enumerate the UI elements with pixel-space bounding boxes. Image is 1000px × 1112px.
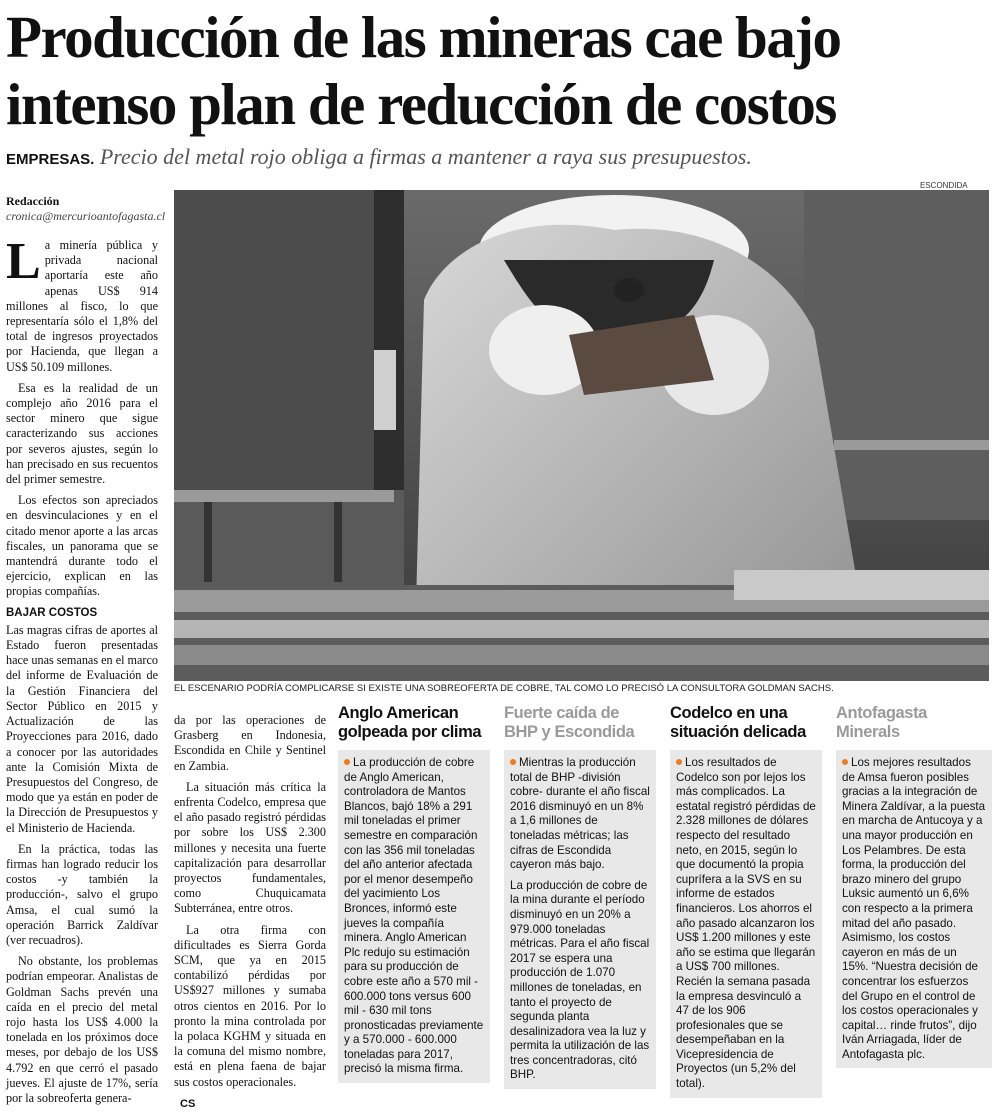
bullet-icon	[676, 759, 682, 765]
photo-illustration	[174, 190, 989, 681]
author-email: cronica@mercurioantofagasta.cl	[6, 209, 166, 223]
paragraph: La minería pública y privada nacional aportaría este año apenas US$ 914 millones al fisco, lo que representaría sólo el 1,8% del total de ingresos proyectados por Hacienda, que llegan a US$ 50.109 millones.	[6, 233, 158, 374]
sidebar-text: La producción de cobre de Anglo American, controladora de Mantos Blancos, bajó 18% a 291 mil toneladas el primer semestre en comparación con las 356 mil toneladas del año anterior afectada por el menor desempeño del yacimiento Los Bronces, informó este jueves la compañía minera. Anglo American Plc redujo su estimación para su producción de cobre este año a 570 mil - 600.000 tons versus 600 mil - 630 mil tons pronosticadas previamente y a 570.000 - 600.000 toneladas para 2017, precisó la misma firma.	[344, 756, 484, 1076]
sidebar-antofagasta	[836, 704, 992, 1068]
bullet-icon	[344, 759, 350, 765]
sidebar-title: Anglo American golpeada por clima	[338, 704, 482, 741]
headline-line-2: intenso plan de reducción de costos	[6, 71, 836, 137]
paragraph: da por las operaciones de Grasberg en Indonesia, Escondida en Chile y Sentinel en Zambia.	[174, 713, 326, 773]
headline	[6, 4, 996, 138]
byline	[6, 194, 166, 224]
sidebar-text: Los resultados de Codelco son por lejos los más complicados. La estatal registró pérdidas de 2.328 millones de dólares respecto del resultado neto, en 2015, según lo que documentó la propia cuprífera a la SVS en su informe de estados financieros. Los ahorros el año pasado alcanzaron los US$ 1.200 millones y este año se estima que llegarán a US$ 700 millones. Recién la semana pasada la empresa desvinculó a 47 de los 906 profesionales que se desempeñaban en la Vicepresidencia de Proyectos (un 5,2% del total).	[676, 756, 816, 1091]
author: Redacción	[6, 194, 60, 208]
subhead: BAJAR COSTOS	[6, 606, 98, 619]
sidebar-title: Codelco en una situación delicada	[670, 704, 806, 741]
paragraph: La situación más crítica la enfrenta Codelco, empresa que el año pasado registró pérdidas por sobre los US$ 2.300 millones y necesita una fuerte capitalización para desarrollar proyectos fundamentales, como Chuquicamata Subterránea, entre otros.	[174, 779, 326, 916]
sidebar-box	[504, 750, 656, 1089]
sidebar-title: Fuerte caída de BHP y Escondida	[504, 704, 635, 741]
paragraph: Las magras cifras de aportes al Estado fueron presentadas hace unas semanas en el marco del informe de Evaluación de la Gestión Financiera del Sector Público en 2015 y Actualización de las Proyecciones para 2016, dado a conocer por las autoridades ante la Comisión Mixta de Presupuestos del Congreso, de modo que ya están en poder de la Dirección de Presupuestos y el Ministerio de Hacienda.	[6, 622, 158, 835]
article-photo	[174, 190, 989, 681]
sidebar-bhp	[504, 704, 656, 1089]
sidebar-text: Mientras la producción total de BHP -división cobre- durante el año fiscal 2016 disminuyó en un 8% a 1,6 millones de toneladas métricas; las cifras de Escondida cayeron más bajo.	[510, 756, 650, 872]
article-column-2	[174, 713, 326, 1112]
paragraph: Los efectos son apreciados en desvinculaciones y en el citado menor aporte a las arcas fiscales, un panorama que se mantendrá durante todo el ejercicio, explican en las propias compañías.	[6, 493, 158, 599]
subtitle: Precio del metal rojo obliga a firmas a mantener a raya sus presupuestos.	[99, 144, 752, 169]
sidebar-box	[338, 750, 490, 1083]
section-kicker: EMPRESAS.	[6, 151, 95, 168]
deck	[6, 141, 996, 176]
paragraph: Esa es la realidad de un complejo año 2016 para el sector minero que sigue caracterizando sus acciones por severos ajustes, según lo han precisado en sus recuentos del primer semestre.	[6, 380, 158, 487]
photo-caption: EL ESCENARIO PODRÍA COMPLICARSE SI EXISTE UNA SOBREOFERTA DE COBRE, TAL COMO LO PRECISÓ LA CONSULTORA GOLDMAN SACHS.	[174, 683, 834, 694]
bullet-icon	[842, 759, 848, 765]
article-column-1	[6, 233, 158, 1112]
paragraph: No obstante, los problemas podrían empeorar. Analistas de Goldman Sachs prevén una caída en el precio del metal rojo hasta los US$ 4.000 la tonelada en los próximos doce meses, por debajo de los US$ 4.792 en que cerró el pasado jueves. El ajuste de 17%, sería por la sobreoferta genera-	[6, 954, 158, 1105]
dropcap: L	[6, 233, 41, 290]
paragraph: La otra firma con dificultades es Sierra Gorda SCM, que ya en 2015 contabilizó pérdidas por US$927 millones y sumaba otros cientos en 2016. Por lo pronto la mina controlada por la polaca KGHM y situada en la comuna del mismo nombre, está en plena faena de bajar sus costos operacionales.	[174, 922, 326, 1089]
photo-credit: ESCONDIDA	[920, 181, 968, 190]
sidebar-box	[670, 750, 822, 1098]
end-mark: CS	[180, 1097, 196, 1110]
sidebar-title: Antofagasta Minerals	[836, 704, 927, 741]
sidebar-codelco	[670, 704, 822, 1098]
headline-line-1: Producción de las mineras cae bajo	[6, 4, 841, 70]
sidebar-text-2: La producción de cobre de la mina durante el período disminuyó en un 20% a 979.000 toneladas métricas. Para el año fiscal 2017 se espera una producción de 1.070 millones de toneladas, en tanto el proyecto de segunda planta desalinizadora vea la luz y permita la utilización de las tres concentradoras, citó BHP.	[510, 878, 650, 1082]
paragraph: En la práctica, todas las firmas han logrado reducir los costos -y también la producción-, salvo el grupo Amsa, el cual sumó la operación Barrick Zaldívar (ver recuadros).	[6, 841, 158, 947]
sidebar-anglo-american	[338, 704, 490, 1083]
sidebar-box	[836, 750, 992, 1068]
sidebar-text: Los mejores resultados de Amsa fueron posibles gracias a la integración de Minera Zaldívar, a la puesta en marcha de Antucoya y a una mayor producción en Los Pelambres. De esta forma, la producción del brazo minero del grupo Luksic aumentó un 6,6% con respecto a la primera mitad del año pasado. Asimismo, los costos cayeron en más de un 15%. “Nuestra decisión de concentrar los esfuerzos del Grupo en el control de los costos operacionales y capital… rinde frutos”, dijo Iván Arriagada, líder de Antofagasta plc.	[842, 756, 986, 1061]
bullet-icon	[510, 759, 516, 765]
